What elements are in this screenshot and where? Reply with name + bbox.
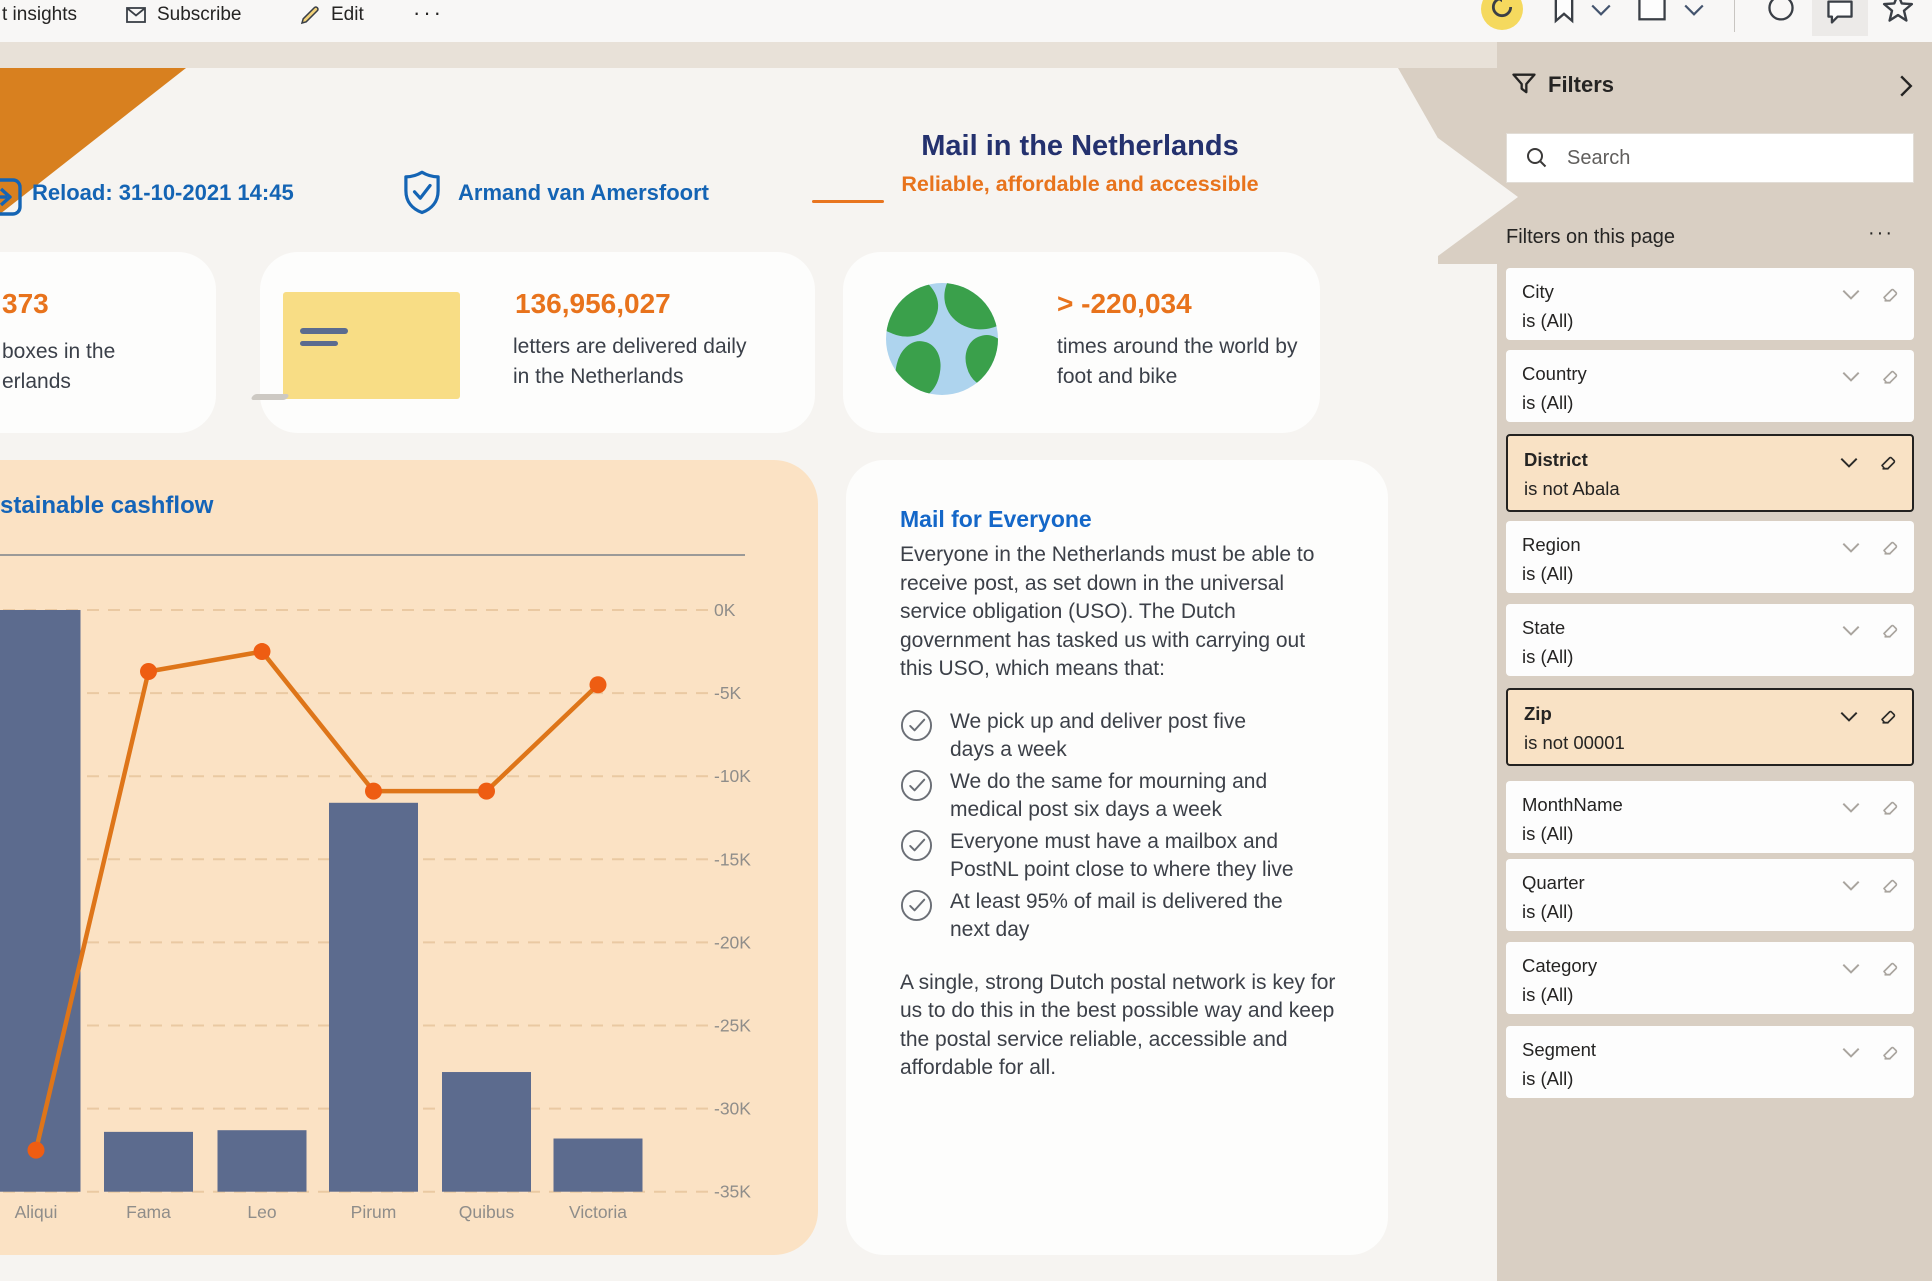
shield-check-icon bbox=[402, 170, 442, 221]
clear-filter-eraser-icon[interactable] bbox=[1878, 796, 1900, 818]
clear-filter-eraser-icon[interactable] bbox=[1876, 451, 1898, 473]
y-axis-tick-label: -20K bbox=[714, 932, 751, 953]
report-author: Armand van Amersfoort bbox=[458, 180, 710, 205]
uso-bullet-text: We pick up and deliver post five days a week bbox=[950, 709, 1247, 761]
uso-bullet-item bbox=[900, 888, 1340, 945]
y-axis-tick-label: -25K bbox=[714, 1015, 751, 1036]
kpi-label: times around the world by foot and bike bbox=[1057, 335, 1298, 388]
bar-quibus[interactable] bbox=[442, 1072, 531, 1192]
filter-card-quarter[interactable] bbox=[1506, 859, 1914, 931]
bar-fama[interactable] bbox=[104, 1132, 193, 1192]
filter-condition: is (All) bbox=[1522, 823, 1574, 844]
envelope-icon bbox=[124, 3, 148, 27]
kpi-label: boxes in the erlands bbox=[2, 340, 116, 393]
filter-card-region[interactable] bbox=[1506, 521, 1914, 593]
x-axis-category-label: Fama bbox=[126, 1202, 171, 1222]
y-axis-tick-label: -30K bbox=[714, 1098, 751, 1119]
filter-condition: is (All) bbox=[1522, 984, 1574, 1005]
bookmark-chevron-icon[interactable] bbox=[1590, 2, 1612, 25]
filter-field-name: City bbox=[1522, 281, 1554, 302]
chevron-down-icon[interactable] bbox=[1840, 874, 1862, 896]
filter-condition: is (All) bbox=[1522, 392, 1574, 413]
view-icon[interactable] bbox=[1636, 0, 1668, 29]
reset-to-default-button[interactable] bbox=[1481, 0, 1523, 30]
chevron-down-icon[interactable] bbox=[1840, 1041, 1862, 1063]
header-dash-decoration bbox=[812, 200, 884, 203]
toolbar-divider bbox=[1734, 0, 1735, 32]
chevron-down-icon[interactable] bbox=[1840, 957, 1862, 979]
subscribe-button[interactable] bbox=[124, 0, 242, 32]
uso-bullet-text: Everyone must have a mailbox and PostNL point close to where they live bbox=[950, 829, 1294, 881]
bar-leo[interactable] bbox=[218, 1130, 307, 1191]
clear-filter-eraser-icon[interactable] bbox=[1878, 619, 1900, 641]
reload-timestamp: Reload: 31-10-2021 14:45 bbox=[32, 180, 294, 205]
filter-card-district[interactable] bbox=[1506, 434, 1914, 512]
uso-intro: Everyone in the Netherlands must be able to receive post, as set down in the universal service obligation (USO). The Dutch government has tasked us with carrying out this USO, which means that: bbox=[900, 543, 1315, 680]
filter-field-name: District bbox=[1524, 449, 1588, 470]
uso-outro: A single, strong Dutch postal network is key for us to do this in the best possible way and keep the postal service reliable, accessible and affordable for all. bbox=[900, 970, 1336, 1079]
clear-filter-eraser-icon[interactable] bbox=[1876, 705, 1898, 727]
top-toolbar bbox=[0, 0, 1932, 42]
page-subtitle: Reliable, affordable and accessible bbox=[901, 172, 1259, 196]
y-axis-tick-label: -10K bbox=[714, 766, 751, 787]
globe-icon bbox=[886, 283, 998, 395]
line-point-leo[interactable] bbox=[254, 643, 271, 660]
x-axis-category-label: Quibus bbox=[458, 1202, 515, 1222]
clear-filter-eraser-icon[interactable] bbox=[1878, 536, 1900, 558]
filter-card-segment[interactable] bbox=[1506, 1026, 1914, 1098]
filters-section-more-button[interactable]: ··· bbox=[1868, 222, 1894, 244]
kpi-value: 373 bbox=[2, 288, 49, 319]
line-point-aliqui[interactable] bbox=[28, 1142, 45, 1159]
page-title: Mail in the Netherlands bbox=[921, 130, 1239, 162]
y-axis-tick-label: -35K bbox=[714, 1181, 751, 1202]
chevron-down-icon[interactable] bbox=[1840, 796, 1862, 818]
x-axis-category-label: Pirum bbox=[350, 1202, 397, 1222]
y-axis-tick-label: -15K bbox=[714, 849, 751, 870]
line-point-pirum[interactable] bbox=[365, 783, 382, 800]
search-icon bbox=[1525, 146, 1549, 170]
chevron-down-icon[interactable] bbox=[1840, 283, 1862, 305]
chevron-down-icon[interactable] bbox=[1840, 365, 1862, 387]
uso-bullet-item bbox=[900, 828, 1340, 885]
bar-aliqui[interactable] bbox=[0, 610, 81, 1192]
bar-pirum[interactable] bbox=[329, 803, 418, 1192]
uso-bullet-list bbox=[900, 708, 1340, 945]
chevron-down-icon[interactable] bbox=[1840, 536, 1862, 558]
x-axis-category-label: Victoria bbox=[568, 1202, 628, 1222]
filter-card-city[interactable] bbox=[1506, 268, 1914, 340]
filter-field-name: Region bbox=[1522, 534, 1581, 555]
uso-bullet-text: We do the same for mourning and medical post six days a week bbox=[950, 769, 1268, 821]
comment-button[interactable] bbox=[1812, 0, 1868, 36]
bar-victoria[interactable] bbox=[554, 1139, 643, 1192]
letter-shadow bbox=[250, 394, 289, 400]
subscribe-label: Subscribe bbox=[157, 4, 242, 25]
uso-heading: Mail for Everyone bbox=[900, 506, 1092, 532]
chevron-down-icon[interactable] bbox=[1838, 705, 1860, 727]
check-circle-icon bbox=[900, 888, 933, 945]
chevron-down-icon[interactable] bbox=[1838, 451, 1860, 473]
get-insights-label: t insights bbox=[2, 4, 77, 25]
filter-field-name: Segment bbox=[1522, 1039, 1597, 1060]
filter-field-name: Category bbox=[1522, 955, 1598, 976]
comment-icon bbox=[1825, 0, 1855, 31]
reset-icon bbox=[1489, 0, 1515, 25]
more-options-label: ··· bbox=[413, 0, 444, 25]
refresh-circle-icon[interactable] bbox=[1766, 0, 1796, 29]
filter-field-name: Country bbox=[1522, 363, 1587, 384]
search-input[interactable] bbox=[1565, 146, 1865, 171]
filter-card-country[interactable] bbox=[1506, 350, 1914, 422]
filter-condition: is not Abala bbox=[1524, 478, 1620, 499]
clear-filter-eraser-icon[interactable] bbox=[1878, 365, 1900, 387]
uso-bullet-item bbox=[900, 708, 1340, 765]
filter-condition: is (All) bbox=[1522, 1068, 1574, 1089]
cashflow-combo-chart[interactable] bbox=[0, 460, 820, 1255]
line-point-victoria[interactable] bbox=[590, 676, 607, 693]
filter-funnel-icon bbox=[1510, 70, 1538, 103]
filters-search-box[interactable] bbox=[1506, 133, 1914, 183]
filters-section-label: Filters on this page bbox=[1506, 226, 1675, 248]
y-axis-tick-label: -5K bbox=[714, 683, 742, 704]
clear-filter-eraser-icon[interactable] bbox=[1878, 1041, 1900, 1063]
filter-condition: is (All) bbox=[1522, 646, 1574, 667]
filter-card-category[interactable] bbox=[1506, 942, 1914, 1014]
mail-for-everyone-card[interactable] bbox=[846, 460, 1388, 1255]
filter-field-name: Quarter bbox=[1522, 872, 1585, 893]
x-axis-category-label: Leo bbox=[247, 1202, 277, 1222]
report-title-block bbox=[850, 130, 1310, 197]
chevron-down-icon[interactable] bbox=[1840, 619, 1862, 641]
clear-filter-eraser-icon[interactable] bbox=[1878, 283, 1900, 305]
line-point-fama[interactable] bbox=[140, 663, 157, 680]
reload-arrow-icon[interactable] bbox=[0, 178, 22, 221]
filter-condition: is (All) bbox=[1522, 563, 1574, 584]
filter-card-zip[interactable] bbox=[1506, 688, 1914, 766]
filter-condition: is not 00001 bbox=[1524, 732, 1625, 753]
kpi-value: 136,956,027 bbox=[515, 288, 671, 319]
filter-field-name: MonthName bbox=[1522, 794, 1623, 815]
favorite-star-icon[interactable] bbox=[1882, 0, 1914, 29]
kpi-value: > -220,034 bbox=[1057, 288, 1192, 319]
edit-button[interactable] bbox=[298, 0, 364, 32]
letter-icon bbox=[283, 292, 460, 399]
check-circle-icon bbox=[900, 768, 933, 825]
more-options-button[interactable] bbox=[413, 0, 444, 30]
edit-label: Edit bbox=[331, 4, 364, 25]
kpi-label: letters are delivered daily in the Netherlands bbox=[513, 335, 747, 388]
check-circle-icon bbox=[900, 708, 933, 765]
x-axis-category-label: Aliqui bbox=[14, 1202, 58, 1222]
clear-filter-eraser-icon[interactable] bbox=[1878, 957, 1900, 979]
filter-field-name: Zip bbox=[1524, 703, 1552, 724]
filter-card-monthname[interactable] bbox=[1506, 781, 1914, 853]
collapse-pane-chevron-icon[interactable] bbox=[1896, 74, 1916, 103]
y-axis-tick-label: 0K bbox=[714, 600, 736, 620]
bookmark-icon[interactable] bbox=[1550, 0, 1578, 29]
filter-condition: is (All) bbox=[1522, 901, 1574, 922]
get-insights-button[interactable] bbox=[2, 0, 77, 32]
check-circle-icon bbox=[900, 828, 933, 885]
pencil-icon bbox=[298, 3, 322, 27]
clear-filter-eraser-icon[interactable] bbox=[1878, 874, 1900, 896]
uso-bullet-item bbox=[900, 768, 1340, 825]
filter-field-name: State bbox=[1522, 617, 1566, 638]
filter-condition: is (All) bbox=[1522, 310, 1574, 331]
filter-card-state[interactable] bbox=[1506, 604, 1914, 676]
uso-bullet-text: At least 95% of mail is delivered the next day bbox=[950, 889, 1283, 941]
view-chevron-icon[interactable] bbox=[1683, 2, 1705, 25]
kpi-card-mailboxes[interactable] bbox=[0, 252, 216, 433]
filters-pane-title: Filters bbox=[1548, 72, 1615, 97]
chart-title: stainable cashflow bbox=[0, 492, 214, 519]
line-point-quibus[interactable] bbox=[478, 783, 495, 800]
